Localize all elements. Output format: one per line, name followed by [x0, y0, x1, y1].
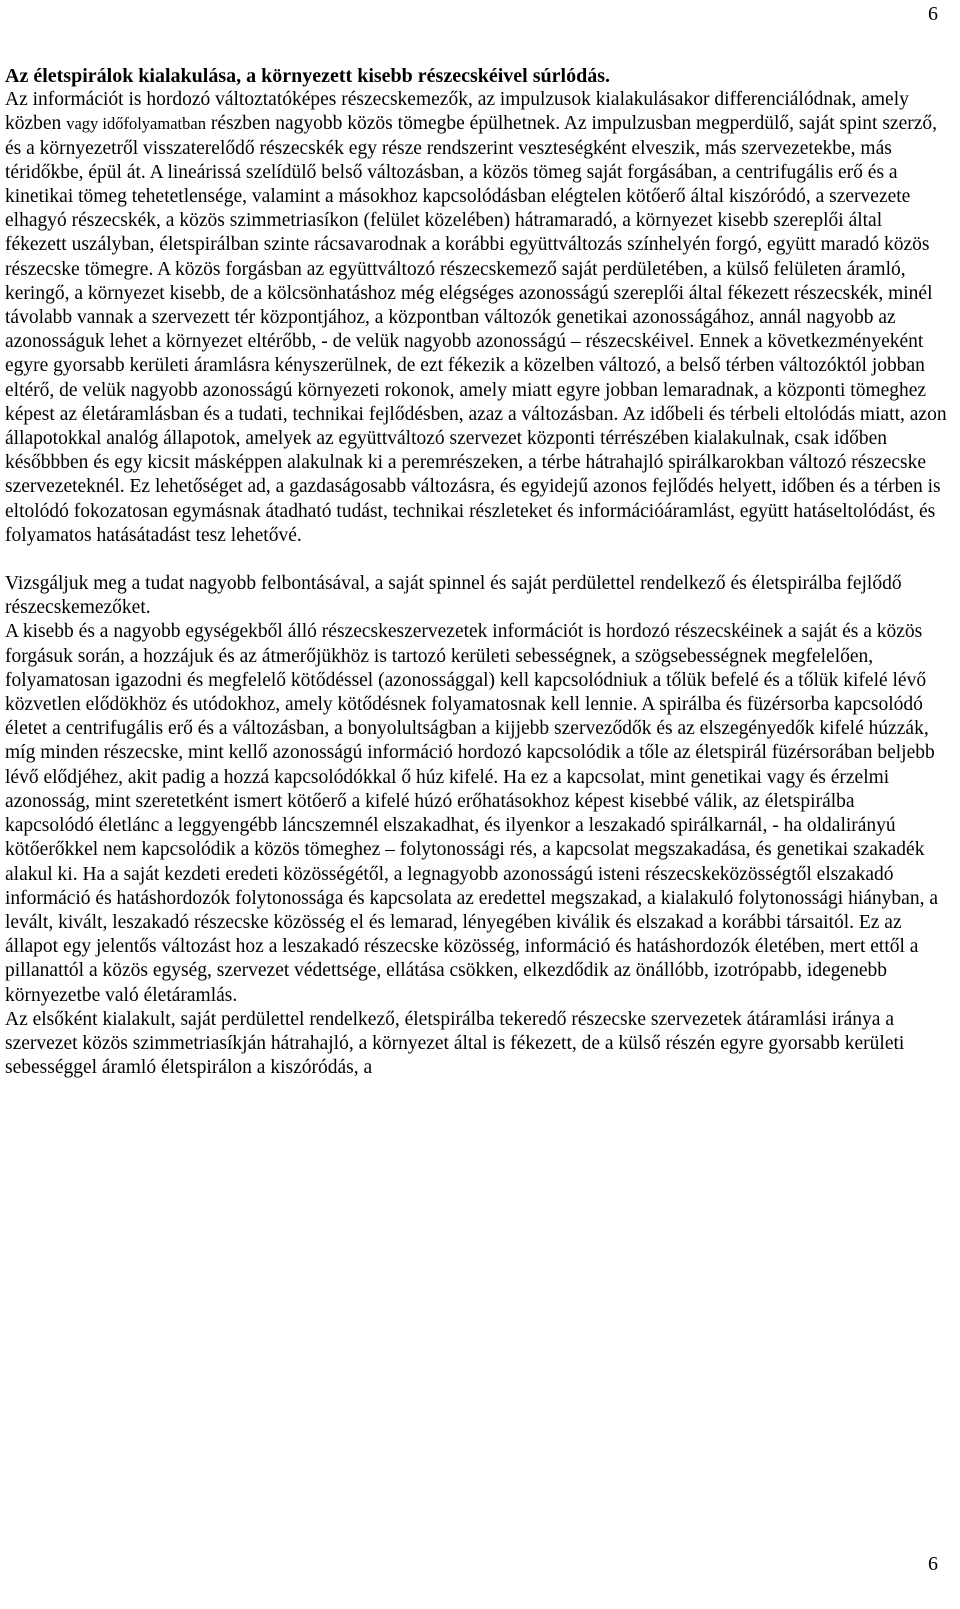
- page-number-bottom: 6: [928, 1553, 938, 1575]
- page-number-top: 6: [928, 3, 938, 25]
- paragraph-1: [5, 88, 947, 548]
- section-heading: Az életspirálok kialakulása, a környezett kisebb részecskéivel súrlódás.: [5, 65, 610, 87]
- paragraph-2: Vizsgáljuk meg a tudat nagyobb felbontásával, a saját spinnel és saját perdülettel rendelkező és életspirálba fejlődő részecskemezőket.: [5, 573, 902, 619]
- paragraph-1-start: Az információt is hordozó változtatóképes részecskemezők, az impulzusok kialakulásakor differenciálódnak, amely közben: [5, 89, 909, 135]
- paragraph-3: A kisebb és a nagyobb egységekből álló részecskeszervezetek információt is hordozó részecskéinek a saját és a közös forgásuk során, a hozzájuk és az átmerőjükhöz is tartozó kerületi sebességnek, a szögsebességnek megfelelően, folyamatosan igazodni és megfelelő kötődéssel (azonossággal) kell kapcsolódniuk a tőlük befelé és a tőlük kifelé lévő közvetlen elődökhöz és utódokhoz, amely kötődésnek folyamatosnak kell lennie. A spirálba és füzérsorba kapcsolódó életet a centrifugális erő és a változásban, a bonyolultságban a kijjebb szerveződők és az elszegényedők kifelé húzzák, míg minden részecske, mint kellő azonosságú információ hordozó kapcsolódik a tőle az életspirál füzérsorában beljebb lévő elődjéhez, akit padig a hozzá kapcsolódókkal ő húz kifelé. Ha ez a kapcsolat, mint genetikai vagy és érzelmi azonosság, mint szeretetként ismert kötőerő a kifelé húzó erőhatásokhoz képest kisebbé válik, az életspirálba kapcsolódó életlánc a leggyengébb láncszemnél elszakadhat, és ilyenkor a leszakadó spirálkarnál, - ha oldalirányú kötőerőkkel nem kapcsolódik a közös tömeghez – folytonossági rés, a kapcsolat megszakadása, és genetikai szakadék alakul ki. Ha a saját kezdeti eredeti közösségétől, a legnagyobb azonosságú isteni részecskeközösségtől elszakadó információ és hatáshordozók folytonossága és kapcsolata az eredettel megszakad, a kialakuló folytonossági hiányban, a levált, kivált, leszakadó részecske közösség el és lemarad, lényegében kiválik és elszakad a korábbi társaitól. Ez az állapot egy jelentős változást hoz a leszakadó részecske közösség, információ és hatáshordozók életében, mert ettől a pillanattól a közös egység, szervezet védettsége, ellátása csökken, elkezdődik az önállóbb, izotrópabb, idegenebb környezetbe való életáramlás.: [5, 621, 938, 1006]
- paragraph-gap: [5, 548, 947, 572]
- document-body: [5, 64, 947, 1080]
- paragraph-4: Az elsőként kialakult, saját perdülettel rendelkező, életspirálba tekeredő részecske szervezetek átáramlási iránya a szervezet közös szimmetriasíkján hátrahajló, a környezet által is fékezett, de a külső részén egyre gyorsabb kerületi sebességgel áramló életspirálon a kiszóródás, a: [5, 1008, 905, 1079]
- paragraph-1-rest: részben nagyobb közös tömegbe épülhetnek. Az impulzusban megperdülő, saját spint szerző, és a környezetről visszaterelődő részecskék egy része rendszerint veszteségként elveszik, más szervezetekbe, más téridőkbe, épül át. A lineárissá szelídülő belső változásban, a közös tömeg saját forgásában, a centrifugális erő és a kinetikai tömeg tehetetlensége, valamint a másokhoz kapcsolódásban elégtelen kötőerő által kiszóródó, a szervezete elhagyó részecskék, a közös szimmetriasíkon (felület közelében) hátramaradó, a környezet kisebb szereplői által fékezett uszályban, életspirálban szinte rácsavarodnak a korábbi együttváltozás színhelyén forgó, együtt maradó közös részecske tömegre. A közös forgásban az együttváltozó részecskemező saját perdületében, a külső felületen áramló, keringő, a környezet kisebb, de a kölcsönhatáshoz még elégséges azonosságú szereplői által fékezett részecskék, minél távolabb vannak a szervezett tér központjához, a központban változók genetikai azonosságához, annál nagyobb az azonosságuk lehet a környezet eltérőbb, - de velük nagyobb azonosságú – részecskéivel. Ennek a következményeként egyre gyorsabb kerületi áramlásra kényszerülnek, de ezt fékezik a közelben változó, a belső térben változóktól jobban eltérő, de velük nagyobb azonosságú környezeti rokonok, amely miatt egyre jobban lemaradnak, a központi tömeghez képest az életáramlásban és a tudati, technikai fejlődésben, azaz a változásban. Az időbeli és térbeli eltolódás miatt, azon állapotokkal analóg állapotok, amelyek az együttváltozó szervezet központi térrészében kialakulnak, csak időben későbbben és egy kicsit másképpen alakulnak ki a peremrészeken, a térbe hátrahajló spirálkarokban változó részecske szervezeteknél. Ez lehetőséget ad, a gazdaságosabb változásra, és egyidejű azonos fejlődés helyett, időben és a térben is eltolódó fokozatosan egymásnak átadható tudást, technikai részleteket és információáramlást, együtt hatáseltolódást, és folyamatos hatásátadást tesz lehetővé.: [5, 113, 947, 546]
- paragraph-1-small-text: vagy időfolyamatban: [66, 114, 206, 134]
